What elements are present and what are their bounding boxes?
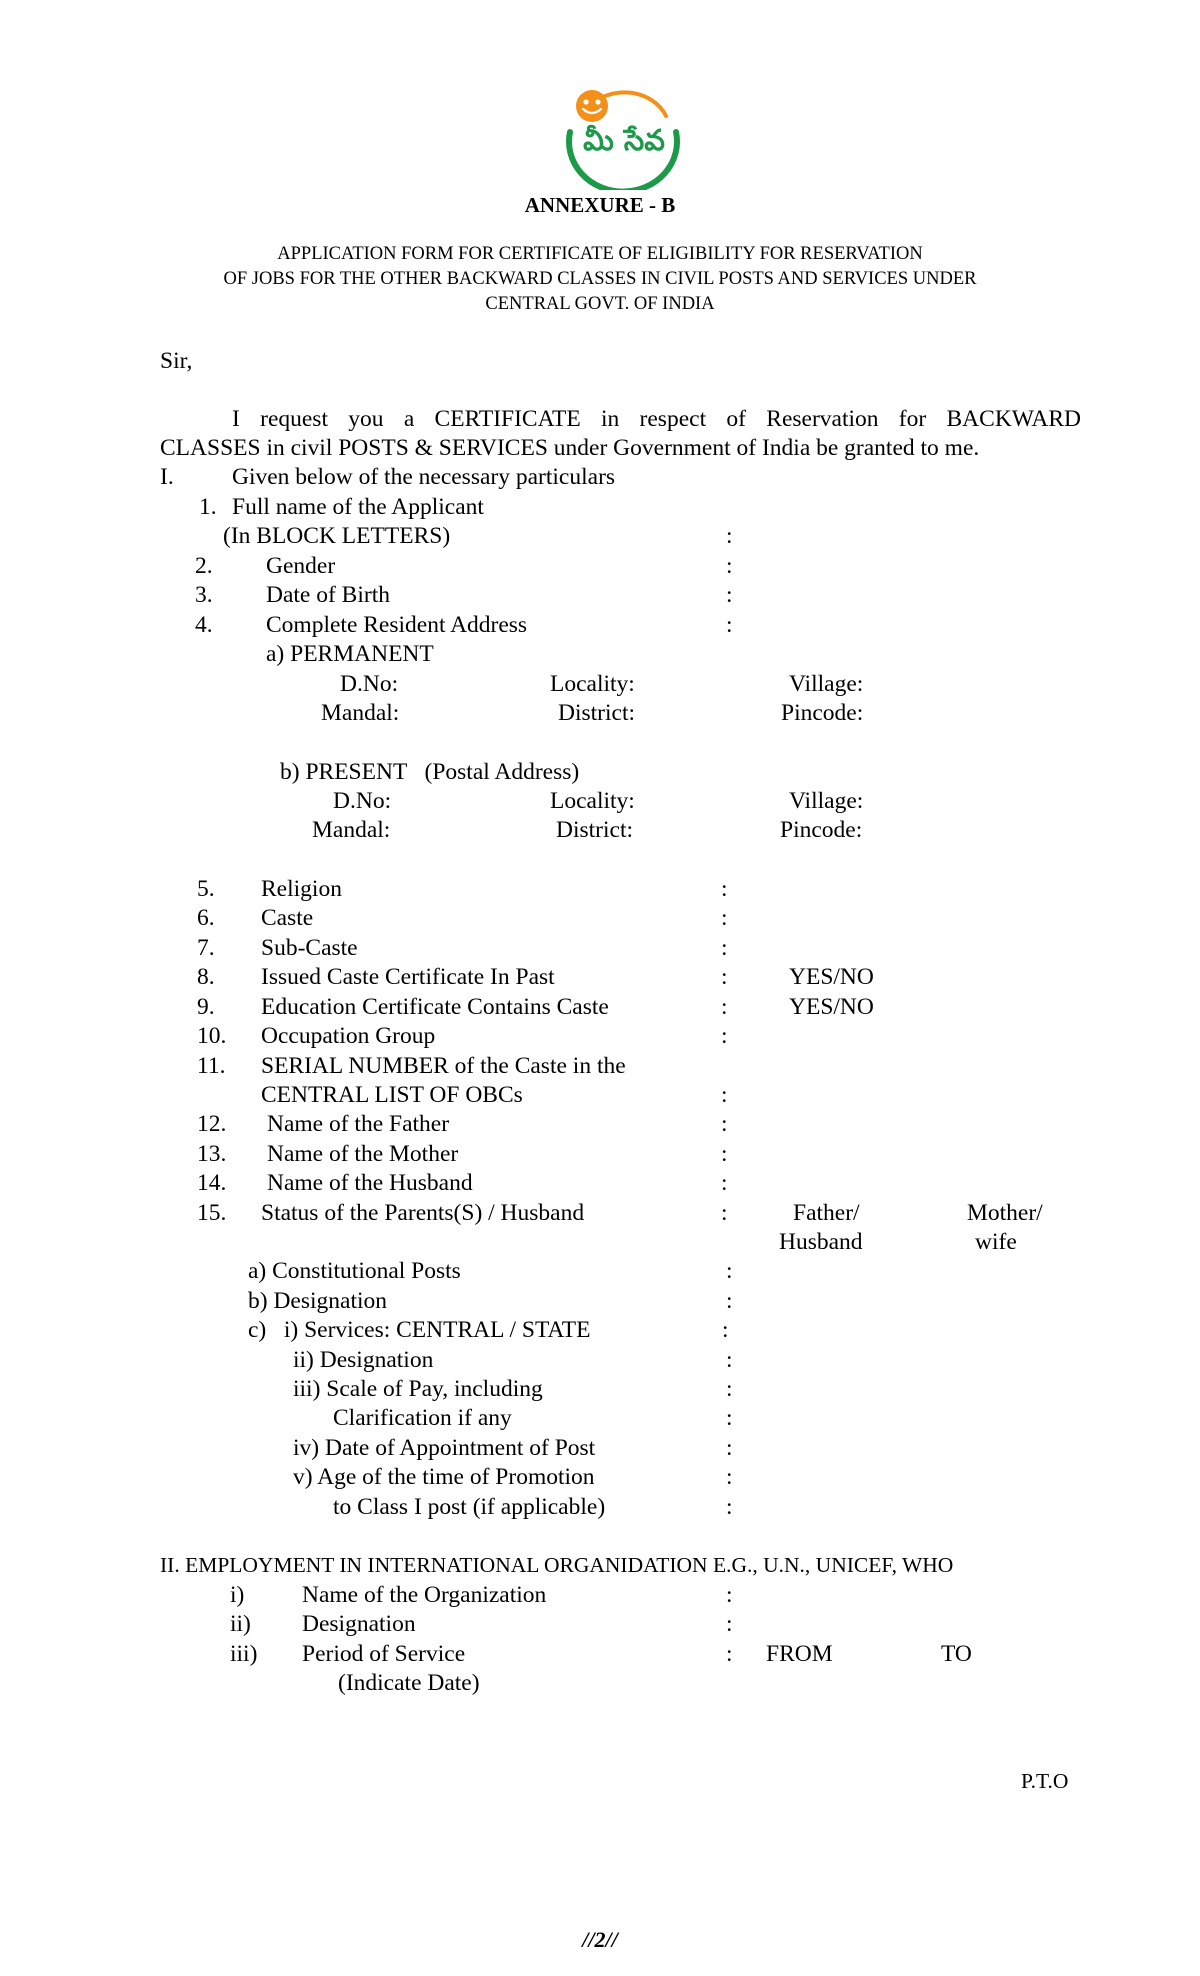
sub-c-colon: : [722,1317,729,1343]
field-8-label: Issued Caste Certificate In Past [261,964,555,990]
request-line-2: CLASSES in civil POSTS & SERVICES under Government of India be granted to me. [160,435,980,461]
field-3-num: 3. [195,582,213,608]
section-2-designation: Designation [302,1611,416,1637]
field-13-num: 13. [197,1141,227,1167]
salutation: Sir, [160,348,193,374]
field-13-label: Name of the Mother [267,1141,459,1167]
field-7-num: 7. [197,935,215,961]
field-4-num: 4. [195,612,213,638]
field-7-label: Sub-Caste [261,935,358,961]
present-pincode: Pincode: [780,817,863,843]
field-1-colon: : [726,523,733,549]
sub-c-v-age-promotion: v) Age of the time of Promotion [293,1464,595,1490]
sub-c-iii-scale-of-pay: iii) Scale of Pay, including [293,1376,543,1402]
section-1-number: I. [160,464,174,490]
present-mandal: Mandal: [312,817,391,843]
permanent-locality: Locality: [550,671,635,697]
field-7-colon: : [721,935,728,961]
section-2-indicate-date: (Indicate Date) [338,1670,480,1696]
sub-c-iii-colon: : [726,1376,733,1402]
field-15-label: Status of the Parents(S) / Husband [261,1200,585,1226]
field-3-label: Date of Birth [266,582,390,608]
permanent-heading: a) PERMANENT [266,641,434,667]
field-1-num: 1. [199,494,217,520]
present-village: Village: [789,788,864,814]
field-8-colon: : [721,964,728,990]
sub-a-constitutional-posts: a) Constitutional Posts [248,1258,461,1284]
field-15-husband-label: Husband [779,1229,863,1255]
field-5-colon: : [721,876,728,902]
sub-c-v-colon: : [726,1464,733,1490]
sub-c-v-class-i-post: to Class I post (if applicable) [333,1494,606,1520]
section-1-text: Given below of the necessary particulars [232,464,616,490]
sub-b-colon: : [726,1288,733,1314]
sub-c-v-colon-2: : [726,1494,733,1520]
field-4-colon: : [726,612,733,638]
field-2-num: 2. [195,553,213,579]
sub-c-iv-colon: : [726,1435,733,1461]
section-2-from: FROM [766,1641,833,1667]
field-9-value: YES/NO [789,994,874,1020]
section-2-iii-num: iii) [230,1641,258,1667]
field-5-label: Religion [261,876,342,902]
permanent-district: District: [558,700,636,726]
field-11-num: 11. [197,1053,226,1079]
field-14-num: 14. [197,1170,227,1196]
field-2-colon: : [726,553,733,579]
field-13-colon: : [721,1141,728,1167]
section-2-iii-colon: : [726,1641,733,1667]
field-9-colon: : [721,994,728,1020]
sub-c-iv-date-of-appointment: iv) Date of Appointment of Post [293,1435,596,1461]
field-2-label: Gender [266,553,336,579]
pto-label: P.T.O [1021,1769,1069,1793]
field-15-mother-label: Mother/ [967,1200,1043,1226]
field-8-value: YES/NO [789,964,874,990]
permanent-pincode: Pincode: [781,700,864,726]
sub-c-iii-colon-2: : [726,1405,733,1431]
permanent-dno: D.No: [340,671,399,697]
field-12-num: 12. [197,1111,227,1137]
smiley-icon [576,90,608,122]
form-title-line-3: CENTRAL GOVT. OF INDIA [485,294,715,314]
permanent-mandal: Mandal: [321,700,400,726]
field-11-label: SERIAL NUMBER of the Caste in the [261,1053,626,1079]
sub-c-iii-clarification: Clarification if any [333,1405,512,1431]
sub-a-colon: : [726,1258,733,1284]
section-2-ii-colon: : [726,1611,733,1637]
field-15-father-label: Father/ [793,1200,860,1226]
meeseva-logo [548,86,698,190]
section-2-to: TO [941,1641,972,1667]
section-2-ii-num: ii) [230,1611,251,1637]
form-title-line-2: OF JOBS FOR THE OTHER BACKWARD CLASSES IN CIVIL POSTS AND SERVICES UNDER [223,269,977,289]
section-2-heading: II. EMPLOYMENT IN INTERNATIONAL ORGANIDATION E.G., U.N., UNICEF, WHO [160,1553,954,1577]
field-9-num: 9. [197,994,215,1020]
present-district: District: [556,817,634,843]
permanent-village: Village: [789,671,864,697]
field-1-sublabel: (In BLOCK LETTERS) [223,523,451,549]
field-12-colon: : [721,1111,728,1137]
sub-c-services: c) i) Services: CENTRAL / STATE [248,1317,591,1343]
field-14-colon: : [721,1170,728,1196]
field-6-label: Caste [261,905,314,931]
field-10-colon: : [721,1023,728,1049]
field-5-num: 5. [197,876,215,902]
section-2-i-colon: : [726,1582,733,1608]
field-15-colon: : [721,1200,728,1226]
field-15-wife-label: wife [975,1229,1017,1255]
present-dno: D.No: [333,788,392,814]
sub-c-ii-designation: ii) Designation [293,1347,434,1373]
present-heading: b) PRESENT (Postal Address) [280,759,580,785]
field-10-num: 10. [197,1023,227,1049]
field-10-label: Occupation Group [261,1023,436,1049]
annexure-heading: ANNEXURE - B [524,193,676,217]
field-3-colon: : [726,582,733,608]
form-title-line-1: APPLICATION FORM FOR CERTIFICATE OF ELIGIBILITY FOR RESERVATION [277,244,923,264]
field-12-label: Name of the Father [267,1111,450,1137]
present-locality: Locality: [550,788,635,814]
field-14-label: Name of the Husband [267,1170,473,1196]
sub-c-ii-colon: : [726,1347,733,1373]
page-number: //2// [582,1927,618,1952]
field-15-num: 15. [197,1200,227,1226]
section-2-organization: Name of the Organization [302,1582,547,1608]
field-4-label: Complete Resident Address [266,612,528,638]
section-2-i-num: i) [230,1582,245,1608]
field-11-colon: : [721,1082,728,1108]
field-1-label: Full name of the Applicant [232,494,484,520]
request-line-1: I request you a CERTIFICATE in respect of Reservation for BACKWARD [232,406,1081,432]
field-6-colon: : [721,905,728,931]
field-9-label: Education Certificate Contains Caste [261,994,609,1020]
section-2-period-of-service: Period of Service [302,1641,466,1667]
field-11-label-2: CENTRAL LIST OF OBCs [261,1082,523,1108]
logo-text: మీ సేవ [583,123,665,157]
field-6-num: 6. [197,905,215,931]
field-8-num: 8. [197,964,215,990]
sub-b-designation: b) Designation [248,1288,388,1314]
